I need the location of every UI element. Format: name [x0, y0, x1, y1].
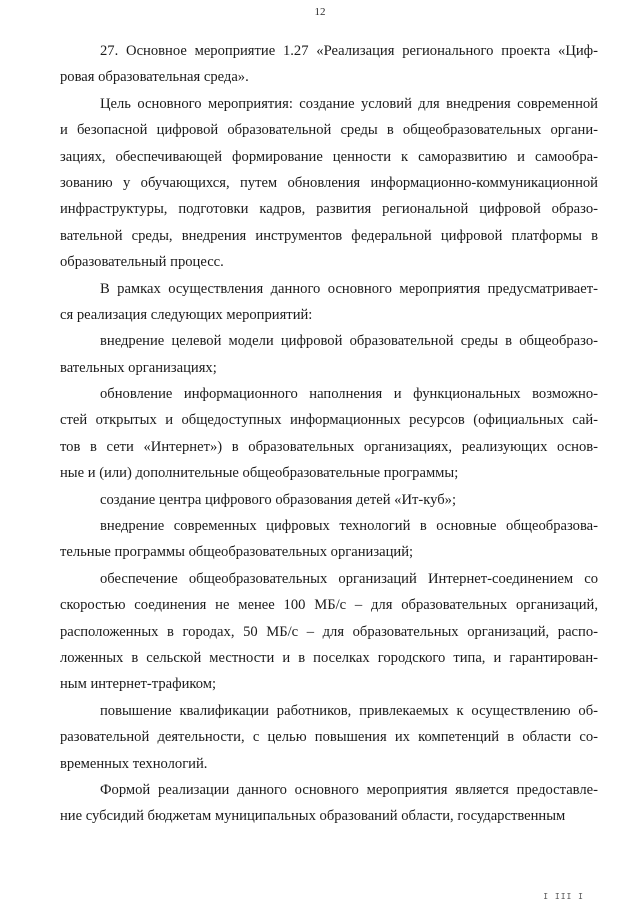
text-line: ровая образовательная среда».: [60, 69, 249, 86]
paragraph: [60, 276, 598, 329]
text-line: вательных организациях;: [60, 359, 217, 376]
text-line: образовательный процесс.: [60, 254, 224, 271]
text-line: стей открытых и общедоступных информационных ресурсов (официальных сай-: [60, 412, 598, 429]
text-line: расположенных в городах, 50 МБ/с – для образовательных организаций, распо-: [60, 623, 598, 640]
paragraph: [60, 698, 598, 777]
text-line: зованию у обучающихся, путем обновления информационно-коммуникационной: [60, 174, 598, 191]
text-line: вательной среды, внедрения инструментов федеральной цифровой платформы в: [60, 227, 598, 244]
paragraph: [60, 487, 598, 513]
text-line: ние субсидий бюджетам муниципальных образований области, государственным: [60, 808, 566, 825]
paragraph: [60, 566, 598, 698]
text-line: инфраструктуры, подготовки кадров, развития региональной цифровой образо-: [60, 201, 598, 218]
paragraph: [60, 328, 598, 381]
page-number: 12: [314, 6, 326, 18]
text-line: тельные программы общеобразовательных организаций;: [60, 544, 414, 561]
text-line: ся реализация следующих мероприятий:: [60, 306, 313, 323]
text-line: временных технологий.: [60, 755, 208, 772]
text-line: обеспечение общеобразовательных организаций Интернет-соединением со: [100, 570, 598, 587]
text-line: В рамках осуществления данного основного мероприятия предусматривает-: [100, 280, 598, 297]
footer-mark: I III I: [543, 892, 584, 901]
document-body: [60, 38, 598, 830]
paragraph: [60, 381, 598, 487]
text-line: тов в сети «Интернет») в образовательных организациях, реализующих основ-: [60, 438, 598, 455]
paragraph: [60, 38, 598, 91]
text-line: внедрение целевой модели цифровой образовательной среды в общеобразо-: [100, 333, 598, 350]
text-line: зациях, обеспечивающей формирование ценности к саморазвитию и самообра-: [60, 148, 598, 165]
text-line: повышение квалификации работников, привлекаемых к осуществлению об-: [100, 702, 598, 719]
text-line: обновление информационного наполнения и функциональных возможно-: [100, 386, 598, 403]
text-line: скоростью соединения не менее 100 МБ/с – для образовательных организаций,: [60, 597, 598, 614]
paragraph: [60, 777, 598, 830]
text-line: разовательной деятельности, с целью повышения их компетенций в области со-: [60, 729, 598, 746]
text-line: создание центра цифрового образования детей «Ит-куб»;: [100, 491, 457, 508]
text-line: внедрение современных цифровых технологий в основные общеобразова-: [100, 518, 598, 535]
paragraph: [60, 513, 598, 566]
text-line: ные и (или) дополнительные общеобразовательные программы;: [60, 465, 459, 482]
text-line: Формой реализации данного основного мероприятия является предоставле-: [100, 781, 598, 798]
text-line: и безопасной цифровой образовательной среды в общеобразовательных органи-: [60, 122, 598, 139]
text-line: ным интернет-трафиком;: [60, 676, 217, 693]
text-line: Цель основного мероприятия: создание условий для внедрения современной: [100, 95, 598, 112]
paragraph: [60, 91, 598, 276]
text-line: ложенных в сельской местности и в поселках городского типа, и гарантирован-: [60, 649, 598, 666]
text-line: 27. Основное мероприятие 1.27 «Реализация регионального проекта «Циф-: [100, 43, 598, 59]
